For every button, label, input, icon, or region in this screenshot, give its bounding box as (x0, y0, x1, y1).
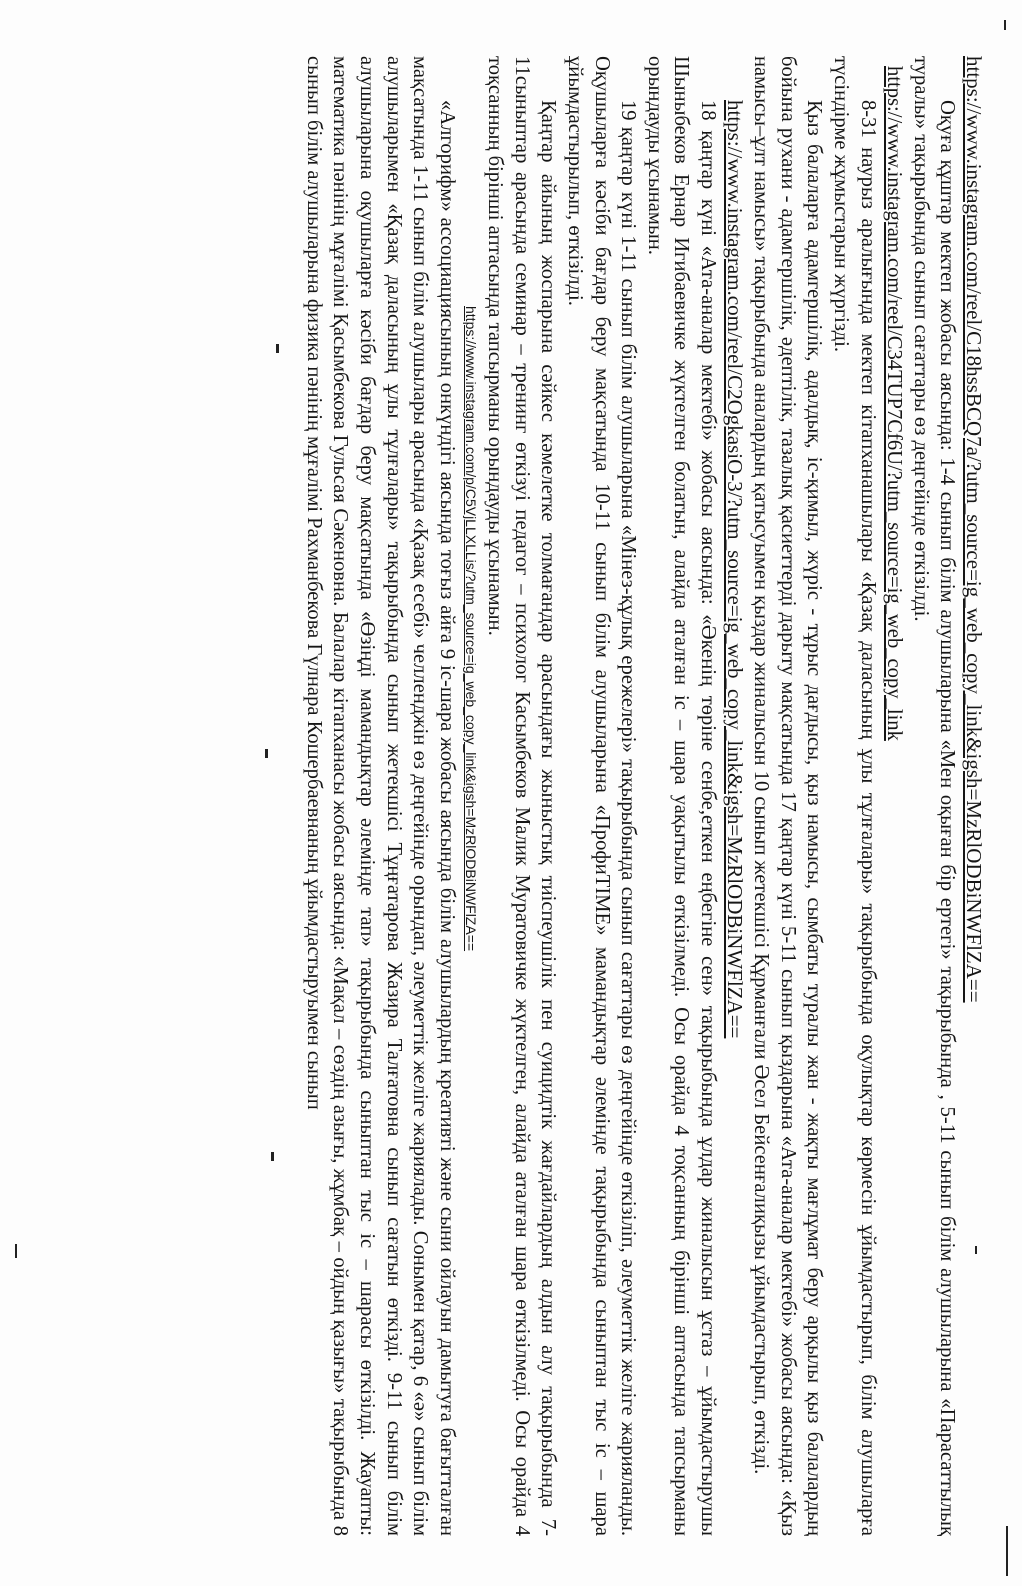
instagram-link-4[interactable]: https://www.instagram.com/p/C5VjLLXLLis/?utm_source=ig_web_copy_link&igsh=MzRlODBiNWFlZA== (462, 306, 479, 952)
instagram-link-1[interactable]: https://www.instagram.com/reel/C18hssBCQ7a/?utm_source=ig_web_copy_link&igsh=MzRlODBiNWFlZA== (962, 56, 986, 1003)
scan-mark (276, 344, 279, 353)
paragraph-boys-meeting: 18 қаңтар күні «Ата-аналар мектебі» жобасы аясында: «Әкенің төріне сенбе,еткен еңбегіне сен» тақырыбында ұлдар жиналысын ұстаз – ұйымдастырушы Шыныбеков Ернар Игибаевичке жүктелген болатын, алайда аталған іс – шара уақытылы өткізілмеді. Осы орайда 4 тоқсанның бірінші аптасында тапсырманы орындауды ұсынамын. (643, 56, 720, 1536)
scan-mark (271, 1152, 274, 1161)
rotated-page-content (31, 28, 991, 1558)
paragraph-behavior-rules: 19 қаңтар күні 1-11 сынып білім алушыларына «Мінез-құлық ережелері» тақырыбында сынып сағаттары өз деңгейінде өткізіліп, әлеуметтік желіге жарияланды. Оқушыларға кәсіби бағдар беру мақсатында 10-11 сынып білім алушыларына «ПрофиTIME» мамандықтар әлемінде тақырыбында сыныптан тыс іс – шара ұйымдастырылып, өткізілді. (564, 56, 640, 1536)
paragraph-reading-school: Оқуға құштар мектеп жобасы аясында: 1-4 сынып білім алушыларына «Мен оқыған бір ертегі» тақырыбында , 5-11 сынып білім алушыларына «Парасаттылық туралы» тақырыбында сынып сағаттары өз деңгейінде өткізілді. (909, 56, 959, 1536)
paragraph-psychologist-seminar: Қаңтар айының жоспарына сәйкес кәмелетке толмағандар арасындағы жыныстық тиіспеушілік пен суицидтік жағдайлардың алдын алу тақырыбында 7-11сыныптар арасында семинар – тренинг өткізуі педагог – психолог Касымбеков Малик Муратовичке жүктелген, алайда аталған шара өткізілмеді. Осы орайда 4 тоқсанның бірінші аптасында тапсырманы орындауды ұсынамын. (484, 56, 560, 1536)
paragraph-algorithm-association: «Алгорифм» ассоциациясының онкүндігі аясында тоғыз айға 9 іс-шара жобасы аясында білім алушылардың креативті және сыни ойлауын дамытуға бағытталған мақсатында 1-11 сынып білім алушылары арасында «Қазақ есебі» челленджін өз деңгейінде орындап, әлеуметтік желіге жариялады. Сонымен қатар, 6 «ә» сынып білім алушыларымен «Қазақ даласының ұлы тұлғалары» тақырыбында сынып жетекшісі Тұңғатарова Жазира Талғатовна сынып сағатын өткізді. 9-11 сынып білім алушыларына оқушыларға кәсіби бағдар беру мақсатында «Өзіңді мамандықтар әлемінде тап» тақырыбында сыныптан тыс іс – шарасы өткізілді. Жауапты: математика пәнінің мұғалімі Қасымбекова Гульсая Сәкеновна. Балалар кітапханасы жобасы аясында: «Мақал – сөздің азығы, жұмбақ – ойдың қазығы» тақырыбында 8 сынып білім алушыларына физика пәнінің мұғалімі Рахманбекова Гүлнара Кошербаевнаның ұйымдастыруымен сынып (302, 56, 458, 1536)
instagram-link-2[interactable]: https://www.instagram.com/reel/C34TUP7Cf6U/?utm_source=ig_web_copy_link (883, 66, 906, 741)
scan-mark (265, 749, 268, 758)
instagram-link-3[interactable]: https://www.instagram.com/reel/C2OgkasiO-3/?utm_source=ig_web_copy_link&igsh=MzRlODBiNWFlZA== (722, 100, 747, 1039)
scan-mark (975, 1246, 977, 1254)
scan-mark (1006, 1526, 1008, 1576)
scan-mark (15, 1244, 17, 1258)
scan-mark (1004, 20, 1006, 30)
paragraph-library-exhibition: 8-31 наурыз аралығында мектеп кітапханашылары «Қазақ даласының ұлы тұлғалары» тақырыбында оқулықтар көрмесін ұйымдастырып, білім алушыларға түсіндірме жұмыстарын жүргізді. (830, 56, 879, 1536)
paragraph-girls-meeting: Қыз балаларға адамгершілік, адалдық, іс-қимыл, жүріс - тұрыс дағдысы, қыз намысы, сымбаты туралы жан - жақты мағлұмат беру арқылы қыз балалардың бойына рухани - адамгершілік, әдептілік, тазалық қасиеттерді дарыту мақсатында 17 қаңтар күні 5-11 сынып қыздарына «Ата-аналар мектебі» жобасы аясында: «Қыз намысы–ұлт намысы» тақырыбында аналардың қатысуымен қыздар жиналысын 10 сынып жетекшісі Құрманғали Әсел Бейсенғалиқызы ұйымдастырып, өткізді. (750, 56, 826, 1536)
